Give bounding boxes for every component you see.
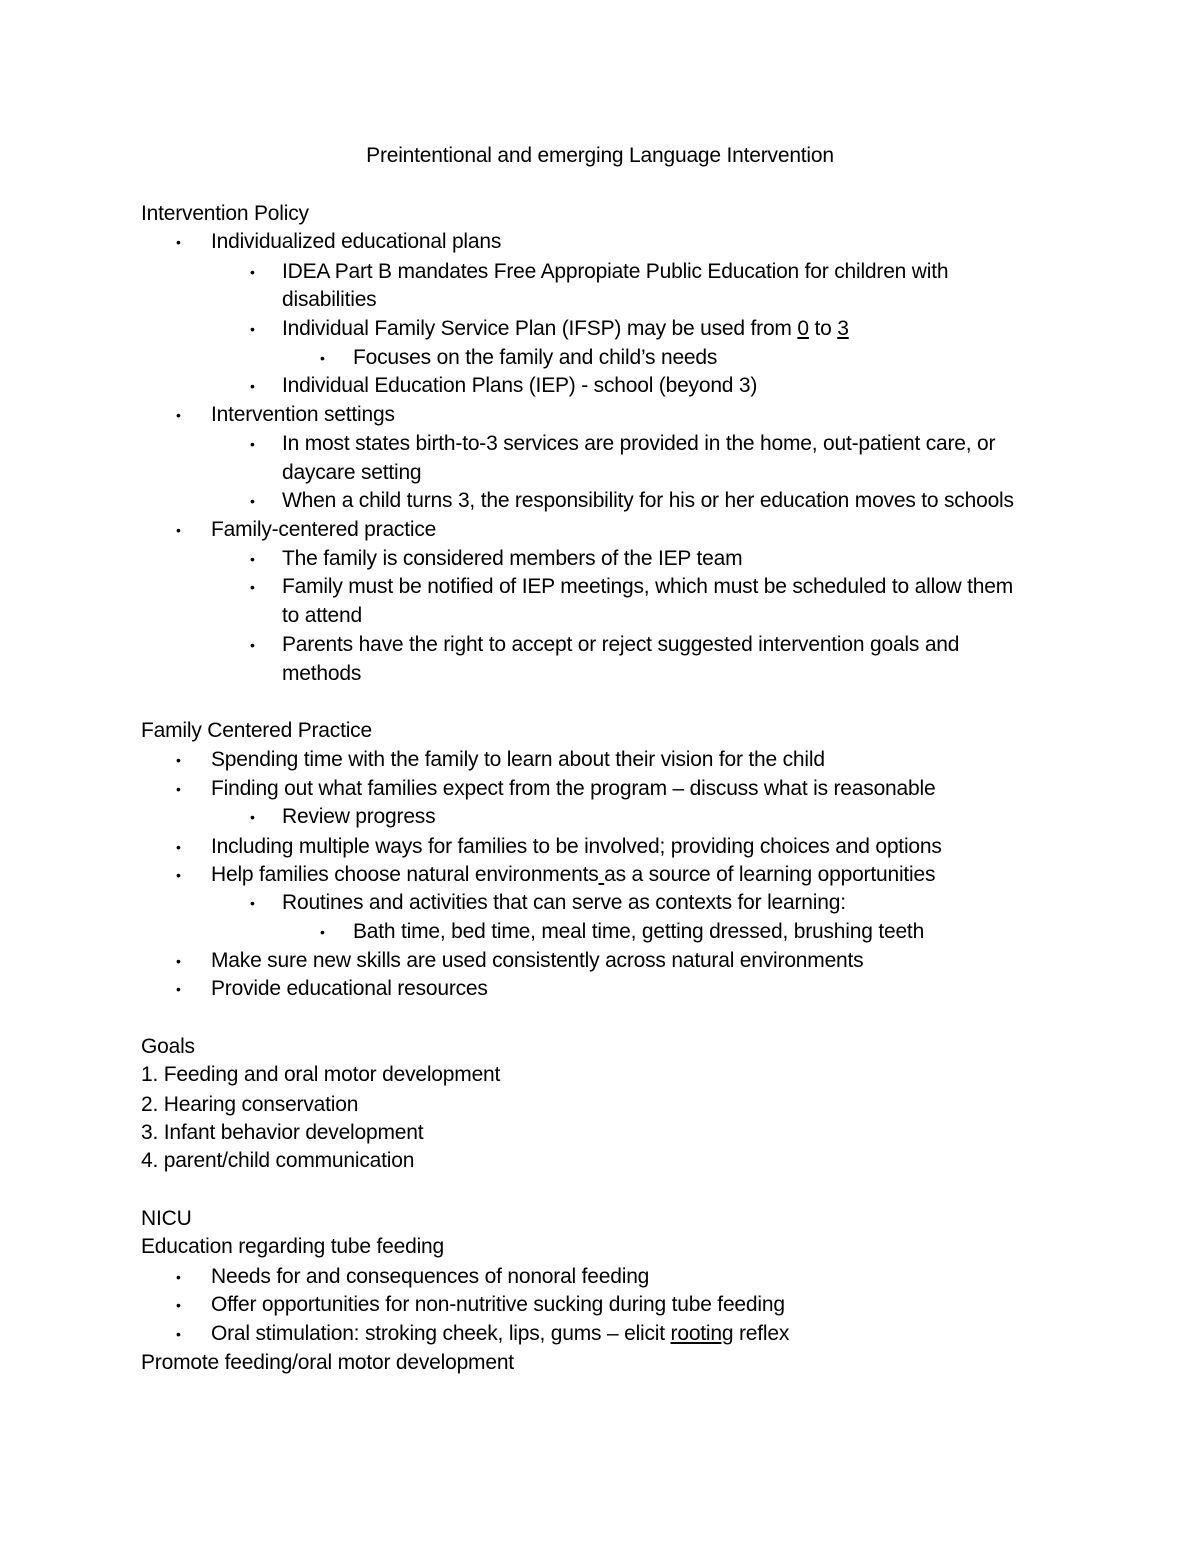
- list-item: [282, 315, 849, 343]
- list-item: Intervention settings: [211, 403, 395, 426]
- section-heading-nicu: NICU: [141, 1207, 192, 1230]
- bullet: •: [250, 321, 255, 337]
- bullet: •: [176, 781, 181, 797]
- bullet: •: [176, 1297, 181, 1313]
- bullet: •: [320, 924, 325, 940]
- help-text-end: as a source of learning opportunities: [604, 863, 936, 886]
- subheading-tube-feeding: Education regarding tube feeding: [141, 1235, 445, 1258]
- list-item: Spending time with the family to learn about their vision for the child: [211, 748, 825, 771]
- ifsp-text: Individual Family Service Plan (IFSP) may be used from: [282, 317, 798, 340]
- bullet: •: [176, 752, 181, 768]
- goal-item: 2. Hearing conservation: [141, 1093, 359, 1116]
- bullet: •: [176, 522, 181, 538]
- goal-item: 1. Feeding and oral motor development: [141, 1063, 501, 1086]
- ifsp-from-age: 0: [797, 317, 809, 340]
- list-item: In most states birth-to-3 services are provided in the home, out-patient care, or: [282, 432, 996, 455]
- section-heading-intervention-policy: Intervention Policy: [141, 202, 309, 225]
- bullet: •: [250, 493, 255, 509]
- list-item: [211, 861, 935, 889]
- list-item: Family must be notified of IEP meetings, which must be scheduled to allow them: [282, 575, 1014, 598]
- list-item: Focuses on the family and child’s needs: [353, 346, 718, 369]
- section-heading-family-centered-practice: Family Centered Practice: [141, 719, 372, 742]
- list-item: Bath time, bed time, meal time, getting dressed, brushing teeth: [353, 920, 925, 943]
- list-item: Finding out what families expect from the program – discuss what is reasonable: [211, 777, 936, 800]
- bullet: •: [176, 839, 181, 855]
- bullet: •: [250, 809, 255, 825]
- goal-item: 4. parent/child communication: [141, 1149, 415, 1172]
- list-item: Individual Education Plans (IEP) - school (beyond 3): [282, 374, 758, 397]
- list-item: Routines and activities that can serve as contexts for learning:: [282, 891, 846, 914]
- help-text: Help families choose natural environments: [211, 863, 599, 886]
- oral-text-end: reflex: [733, 1322, 790, 1345]
- page-title: Preintentional and emerging Language Intervention: [366, 144, 834, 167]
- list-item: IDEA Part B mandates Free Appropiate Public Education for children with: [282, 260, 949, 283]
- list-item: Needs for and consequences of nonoral feeding: [211, 1265, 650, 1288]
- bullet: •: [250, 264, 255, 280]
- bullet: •: [176, 867, 181, 883]
- list-item: Family-centered practice: [211, 518, 437, 541]
- list-item-continued: daycare setting: [282, 461, 422, 484]
- bullet: •: [320, 350, 325, 366]
- list-item: Review progress: [282, 805, 436, 828]
- list-item: The family is considered members of the IEP team: [282, 547, 743, 570]
- list-item-continued: disabilities: [282, 288, 377, 311]
- list-item: Including multiple ways for families to be involved; providing choices and options: [211, 835, 942, 858]
- bullet: •: [250, 436, 255, 452]
- bullet: •: [250, 895, 255, 911]
- list-item: [211, 1320, 789, 1348]
- list-item: Individualized educational plans: [211, 230, 502, 253]
- list-item: Provide educational resources: [211, 977, 488, 1000]
- bullet: •: [250, 579, 255, 595]
- bullet: •: [176, 1269, 181, 1285]
- oral-text: Oral stimulation: stroking cheek, lips, gums – elicit: [211, 1322, 671, 1345]
- bullet: •: [176, 981, 181, 997]
- list-item-continued: to attend: [282, 604, 362, 627]
- bullet: •: [250, 378, 255, 394]
- bullet: •: [176, 234, 181, 250]
- bullet: •: [250, 551, 255, 567]
- subheading-promote-feeding: Promote feeding/oral motor development: [141, 1351, 514, 1374]
- bullet: •: [176, 407, 181, 423]
- list-item: When a child turns 3, the responsibility for his or her education moves to schools: [282, 489, 1014, 512]
- list-item-continued: methods: [282, 662, 362, 685]
- section-heading-goals: Goals: [141, 1035, 195, 1058]
- ifsp-to-word: to: [808, 317, 838, 340]
- list-item: Parents have the right to accept or reject suggested intervention goals and: [282, 633, 960, 656]
- bullet: •: [176, 1326, 181, 1342]
- bullet: •: [250, 637, 255, 653]
- rooting-term: rooting: [670, 1322, 734, 1345]
- list-item: Make sure new skills are used consistently across natural environments: [211, 949, 864, 972]
- goal-item: 3. Infant behavior development: [141, 1121, 424, 1144]
- list-item: Offer opportunities for non-nutritive sucking during tube feeding: [211, 1293, 785, 1316]
- bullet: •: [176, 953, 181, 969]
- ifsp-to-age: 3: [837, 317, 849, 340]
